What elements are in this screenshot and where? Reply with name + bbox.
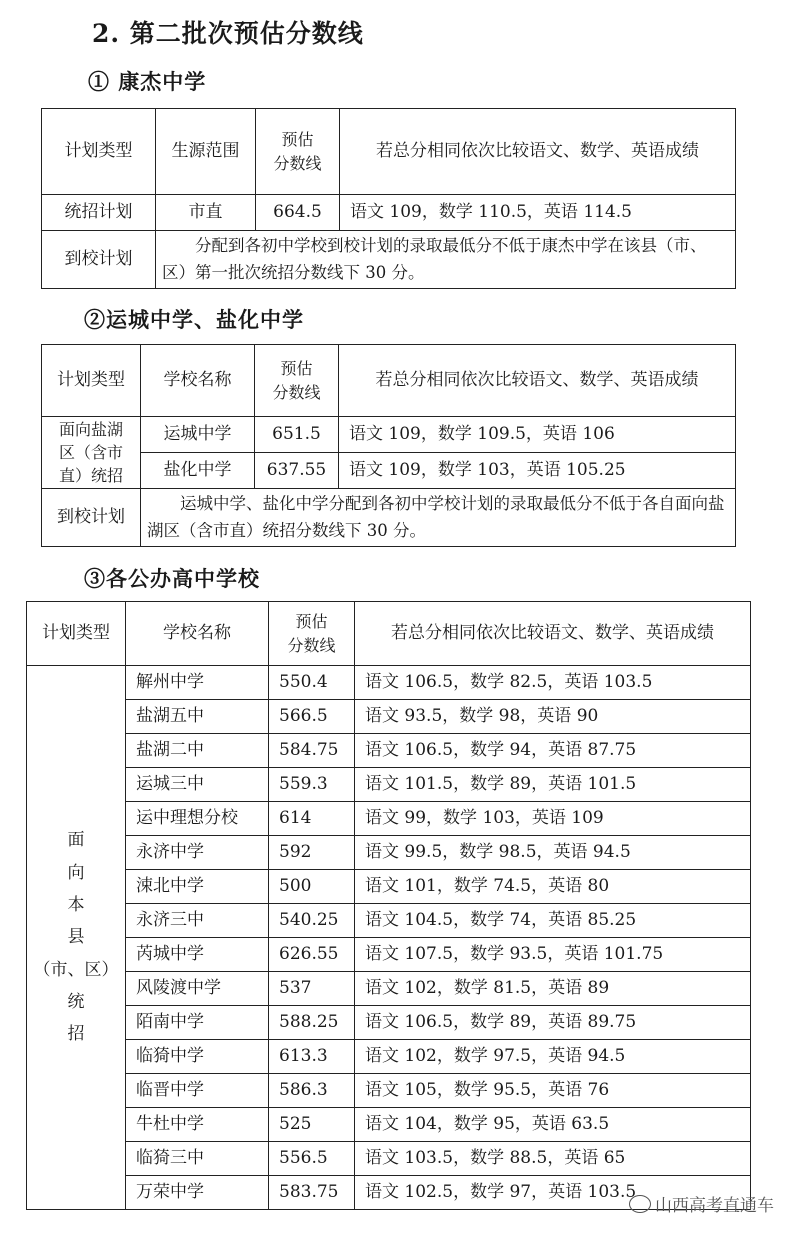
school-name-cell: 涑北中学 — [126, 870, 269, 904]
plan-type-cell: 面 向 本 县 （市、区） 统 招 — [27, 666, 126, 1210]
tiebreak-cell: 语文 104.5，数学 74，英语 85.25 — [355, 904, 751, 938]
score-cell: 556.5 — [269, 1142, 355, 1176]
school-name-cell: 牛杜中学 — [126, 1108, 269, 1142]
table-row — [27, 904, 751, 938]
section2-table — [41, 344, 736, 547]
section1-header-row — [42, 109, 736, 195]
section3-title: ③各公办高中学校 — [84, 566, 260, 591]
tiebreak-cell: 语文 101，数学 74.5，英语 80 — [355, 870, 751, 904]
header-plan-type: 计划类型 — [27, 602, 126, 666]
table-row — [27, 938, 751, 972]
score-cell: 651.5 — [255, 417, 339, 453]
table-row — [42, 417, 736, 453]
score-cell: 588.25 — [269, 1006, 355, 1040]
section2-header-row — [42, 345, 736, 417]
tiebreak-cell: 语文 109，数学 109.5，英语 106 — [339, 417, 736, 453]
score-cell: 500 — [269, 870, 355, 904]
note-cell: 分配到各初中学校到校计划的录取最低分不低于康杰中学在该县（市、区）第一批次统招分数线下 30 分。 — [156, 231, 736, 289]
score-cell: 550.4 — [269, 666, 355, 700]
header-tiebreak: 若总分相同依次比较语文、数学、英语成绩 — [355, 602, 751, 666]
watermark — [629, 1191, 774, 1216]
table-row — [42, 489, 736, 547]
table-row — [27, 802, 751, 836]
section3-header-row — [27, 602, 751, 666]
score-cell: 586.3 — [269, 1074, 355, 1108]
table-row — [27, 1006, 751, 1040]
plan-type-cell: 到校计划 — [42, 231, 156, 289]
score-cell: 525 — [269, 1108, 355, 1142]
watermark-text: 山西高考直通车 — [655, 1196, 774, 1216]
score-cell: 664.5 — [256, 195, 340, 231]
score-cell: 540.25 — [269, 904, 355, 938]
score-cell: 559.3 — [269, 768, 355, 802]
table-row — [42, 231, 736, 289]
header-school-name: 学校名称 — [126, 602, 269, 666]
table-row — [42, 195, 736, 231]
school-name-cell: 运城中学 — [141, 417, 255, 453]
section2-title: ②运城中学、盐化中学 — [84, 307, 304, 332]
header-source-range: 生源范围 — [156, 109, 256, 195]
table-row — [27, 1074, 751, 1108]
tiebreak-cell: 语文 93.5，数学 98，英语 90 — [355, 700, 751, 734]
header-score: 预估 分数线 — [255, 345, 339, 417]
section3-table — [26, 601, 751, 1210]
tiebreak-cell: 语文 103.5，数学 88.5，英语 65 — [355, 1142, 751, 1176]
score-cell: 637.55 — [255, 453, 339, 489]
tiebreak-cell: 语文 106.5，数学 89，英语 89.75 — [355, 1006, 751, 1040]
table-row — [27, 1142, 751, 1176]
header-plan-type: 计划类型 — [42, 109, 156, 195]
table-row — [27, 972, 751, 1006]
header-score: 预估 分数线 — [256, 109, 340, 195]
school-name-cell: 万荣中学 — [126, 1176, 269, 1210]
tiebreak-cell: 语文 109，数学 103，英语 105.25 — [339, 453, 736, 489]
tiebreak-cell: 语文 101.5，数学 89，英语 101.5 — [355, 768, 751, 802]
table-row — [27, 768, 751, 802]
header-plan-type: 计划类型 — [42, 345, 141, 417]
tiebreak-cell: 语文 109，数学 110.5，英语 114.5 — [340, 195, 736, 231]
school-name-cell: 盐化中学 — [141, 453, 255, 489]
school-name-cell: 盐湖五中 — [126, 700, 269, 734]
table-row — [27, 836, 751, 870]
tiebreak-cell: 语文 99.5，数学 98.5，英语 94.5 — [355, 836, 751, 870]
school-name-cell: 临猗中学 — [126, 1040, 269, 1074]
plan-type-cell: 统招计划 — [42, 195, 156, 231]
header-tiebreak: 若总分相同依次比较语文、数学、英语成绩 — [340, 109, 736, 195]
table-row — [27, 700, 751, 734]
table-row — [27, 666, 751, 700]
tiebreak-cell: 语文 104，数学 95，英语 63.5 — [355, 1108, 751, 1142]
school-name-cell: 风陵渡中学 — [126, 972, 269, 1006]
school-name-cell: 运城三中 — [126, 768, 269, 802]
school-name-cell: 盐湖二中 — [126, 734, 269, 768]
score-cell: 592 — [269, 836, 355, 870]
table-row — [27, 870, 751, 904]
header-score: 预估 分数线 — [269, 602, 355, 666]
table-row — [27, 1040, 751, 1074]
table-row — [42, 453, 736, 489]
score-cell: 613.3 — [269, 1040, 355, 1074]
school-name-cell: 陌南中学 — [126, 1006, 269, 1040]
table-row — [27, 1108, 751, 1142]
page-title: 2. 第二批次预估分数线 — [92, 19, 364, 48]
tiebreak-cell: 语文 102.5，数学 97，英语 103.5 — [355, 1176, 751, 1210]
header-tiebreak: 若总分相同依次比较语文、数学、英语成绩 — [339, 345, 736, 417]
tiebreak-cell: 语文 102，数学 97.5，英语 94.5 — [355, 1040, 751, 1074]
tiebreak-cell: 语文 107.5，数学 93.5，英语 101.75 — [355, 938, 751, 972]
note-cell: 运城中学、盐化中学分配到各初中学校计划的录取最低分不低于各自面向盐湖区（含市直）统招分数线下 30 分。 — [141, 489, 736, 547]
wechat-icon — [629, 1195, 651, 1213]
header-school-name: 学校名称 — [141, 345, 255, 417]
school-name-cell: 临猗三中 — [126, 1142, 269, 1176]
score-cell: 583.75 — [269, 1176, 355, 1210]
table-row — [27, 734, 751, 768]
school-name-cell: 解州中学 — [126, 666, 269, 700]
source-range-cell: 市直 — [156, 195, 256, 231]
school-name-cell: 永济中学 — [126, 836, 269, 870]
score-cell: 584.75 — [269, 734, 355, 768]
score-cell: 566.5 — [269, 700, 355, 734]
school-name-cell: 运中理想分校 — [126, 802, 269, 836]
tiebreak-cell: 语文 105，数学 95.5，英语 76 — [355, 1074, 751, 1108]
section1-table — [41, 108, 736, 289]
score-cell: 614 — [269, 802, 355, 836]
section1-title: ① 康杰中学 — [88, 69, 207, 94]
plan-type-cell: 到校计划 — [42, 489, 141, 547]
school-name-cell: 永济三中 — [126, 904, 269, 938]
tiebreak-cell: 语文 106.5，数学 82.5，英语 103.5 — [355, 666, 751, 700]
tiebreak-cell: 语文 106.5，数学 94，英语 87.75 — [355, 734, 751, 768]
school-name-cell: 临晋中学 — [126, 1074, 269, 1108]
tiebreak-cell: 语文 102，数学 81.5，英语 89 — [355, 972, 751, 1006]
plan-type-cell: 面向盐湖 区（含市 直）统招 — [42, 417, 141, 489]
school-name-cell: 芮城中学 — [126, 938, 269, 972]
tiebreak-cell: 语文 99，数学 103，英语 109 — [355, 802, 751, 836]
score-cell: 626.55 — [269, 938, 355, 972]
score-cell: 537 — [269, 972, 355, 1006]
